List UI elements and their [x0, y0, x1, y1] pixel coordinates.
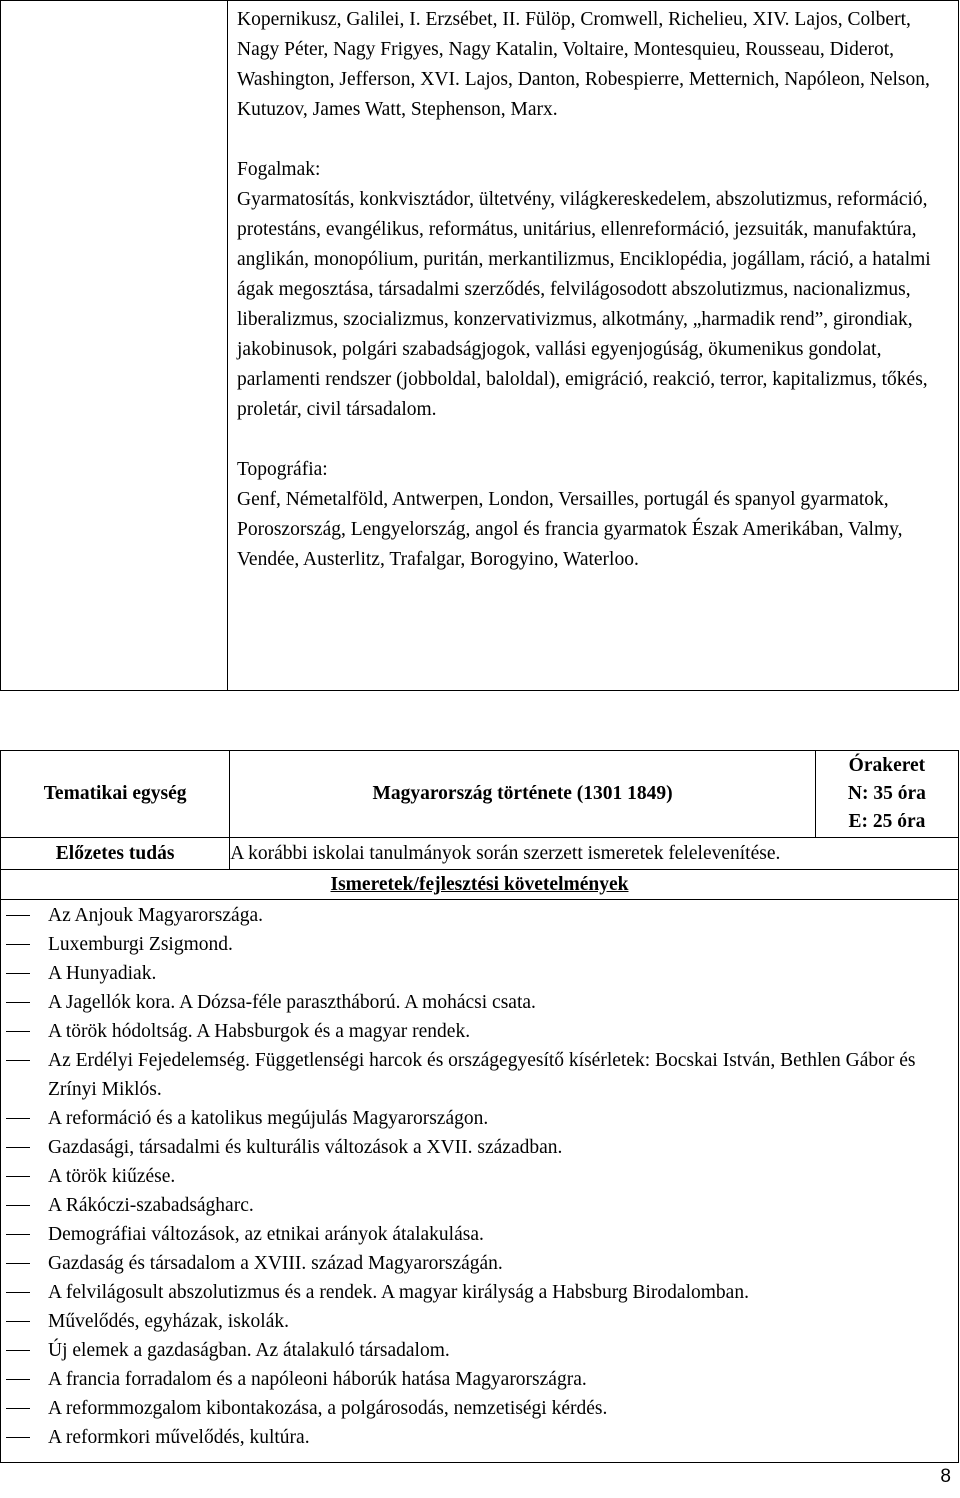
dash-bullet-icon [6, 1321, 30, 1322]
list-item-text: Az Erdélyi Fejedelemség. Függetlenségi harcok és országegyesítő kísérletek: Bocskai István, Bethlen Gábor és Zrínyi Miklós. [48, 1050, 916, 1100]
dash-bullet-icon [6, 1234, 30, 1235]
list-item [1, 1336, 958, 1365]
unit-label: Tematikai egység [1, 751, 230, 838]
list-item-text: A Rákóczi-szabadságharc. [48, 1195, 254, 1216]
concepts-heading: Fogalmak: [237, 159, 321, 180]
dash-bullet-icon [6, 1379, 30, 1380]
list-item [1, 1278, 958, 1307]
hours-cell [815, 751, 958, 838]
list-item [1, 1191, 958, 1220]
page-number: 8 [940, 1466, 951, 1487]
list-item [1, 1423, 958, 1452]
requirements-list [1, 900, 958, 1462]
list-item [1, 1046, 958, 1104]
hours-label: Órakeret [848, 755, 926, 776]
list-item-text: A Hunyadiak. [48, 963, 157, 984]
people-list: Kopernikusz, Galilei, I. Erzsébet, II. Fülöp, Cromwell, Richelieu, XIV. Lajos, Colbert, Nagy Péter, Nagy Frigyes, Nagy Katalin, Voltaire, Montesquieu, Rousseau, Diderot, Washington, Jefferson, XVI. Lajos, Danton, Robespierre, Metternich, Napóleon, Nelson, Kutuzov, James Watt, Stephenson, Marx. [237, 9, 930, 120]
list-item [1, 930, 958, 959]
list-item [1, 1162, 958, 1191]
list-item-text: Az Anjouk Magyarországa. [48, 905, 263, 926]
topography-list: Genf, Németalföld, Antwerpen, London, Versailles, portugál és spanyol gyarmatok, Poroszország, Lengyelország, angol és francia gyarmatok Észak Amerikában, Valmy, Vendée, Austerlitz, Trafalgar, Borogyino, Waterloo. [237, 489, 903, 570]
unit-title: Magyarország története (1301 1849) [230, 751, 816, 838]
top-table-left-cell [1, 1, 228, 691]
dash-bullet-icon [6, 1408, 30, 1409]
list-item [1, 901, 958, 930]
top-table-right-cell [228, 1, 959, 691]
list-item-text: A Jagellók kora. A Dózsa-féle parasztháború. A mohácsi csata. [48, 992, 536, 1013]
topography-heading: Topográfia: [237, 459, 328, 480]
list-item [1, 1249, 958, 1278]
list-item-text: Luxemburgi Zsigmond. [48, 934, 233, 955]
dash-bullet-icon [6, 915, 30, 916]
list-item [1, 1394, 958, 1423]
dash-bullet-icon [6, 1205, 30, 1206]
list-item-text: A török kiűzése. [48, 1166, 176, 1187]
dash-bullet-icon [6, 1263, 30, 1264]
hours-extended: E: 25 óra [848, 811, 926, 832]
concepts-list: Gyarmatosítás, konkvisztádor, ültetvény, világkereskedelem, abszolutizmus, reformáció, protestáns, evangélikus, református, unitárius, ellenreformáció, jezsuiták, manufaktúra, anglikán, monopólium, puritán, merkantilizmus, Enciklopédia, jogállam, ráció, a hatalmi ágak megosztása, társadalmi szerződés, felvilágosodott abszolutizmus, nacionalizmus, liberalizmus, szocializmus, konzervativizmus, alkotmány, „harmadik rend”, girondiak, jakobinusok, polgári szabadságjogok, vallási egyenjogúság, ökumenikus gondolat, parlamenti rendszer (jobboldal, baloldal), emigráció, reakció, terror, kapitalizmus, tőkés, proletár, civil társadalom. [237, 189, 931, 420]
prior-knowledge-label: Előzetes tudás [1, 838, 230, 870]
hours-normal: N: 35 óra [847, 783, 926, 804]
dash-bullet-icon [6, 1002, 30, 1003]
list-item-text: Gazdasági, társadalmi és kulturális változások a XVII. században. [48, 1137, 563, 1158]
top-content-table [0, 0, 959, 691]
list-item-text: A reformáció és a katolikus megújulás Magyarországon. [48, 1108, 489, 1129]
dash-bullet-icon [6, 1118, 30, 1119]
dash-bullet-icon [6, 1350, 30, 1351]
dash-bullet-icon [6, 1292, 30, 1293]
list-item-text: Művelődés, egyházak, iskolák. [48, 1311, 289, 1332]
list-item [1, 1365, 958, 1394]
requirements-heading-cell [1, 870, 959, 900]
dash-bullet-icon [6, 1147, 30, 1148]
dash-bullet-icon [6, 944, 30, 945]
list-item-text: Új elemek a gazdaságban. Az átalakuló társadalom. [48, 1340, 450, 1361]
thematic-unit-table [0, 750, 959, 1463]
prior-knowledge-text: A korábbi iskolai tanulmányok során szerzett ismeretek felelevenítése. [230, 838, 959, 870]
dash-bullet-icon [6, 973, 30, 974]
dash-bullet-icon [6, 1031, 30, 1032]
dash-bullet-icon [6, 1437, 30, 1438]
list-item [1, 988, 958, 1017]
list-item-text: A török hódoltság. A Habsburgok és a magyar rendek. [48, 1021, 471, 1042]
dash-bullet-icon [6, 1176, 30, 1177]
list-item-text: A reformmozgalom kibontakozása, a polgárosodás, nemzetiségi kérdés. [48, 1398, 608, 1419]
list-item-text: A reformkori művelődés, kultúra. [48, 1427, 310, 1448]
list-item [1, 1220, 958, 1249]
list-item [1, 1104, 958, 1133]
list-item-text: A francia forradalom és a napóleoni háborúk hatása Magyarországra. [48, 1369, 587, 1390]
list-item [1, 959, 958, 988]
requirements-cell [1, 900, 959, 1463]
dash-bullet-icon [6, 1060, 30, 1061]
list-item [1, 1133, 958, 1162]
list-item-text: A felvilágosult abszolutizmus és a rendek. A magyar királyság a Habsburg Birodalomban. [48, 1282, 749, 1303]
list-item-text: Demográfiai változások, az etnikai arányok átalakulása. [48, 1224, 484, 1245]
requirements-heading: Ismeretek/fejlesztési követelmények [330, 873, 629, 895]
list-item [1, 1017, 958, 1046]
list-item [1, 1307, 958, 1336]
list-item-text: Gazdaság és társadalom a XVIII. század Magyarországán. [48, 1253, 503, 1274]
